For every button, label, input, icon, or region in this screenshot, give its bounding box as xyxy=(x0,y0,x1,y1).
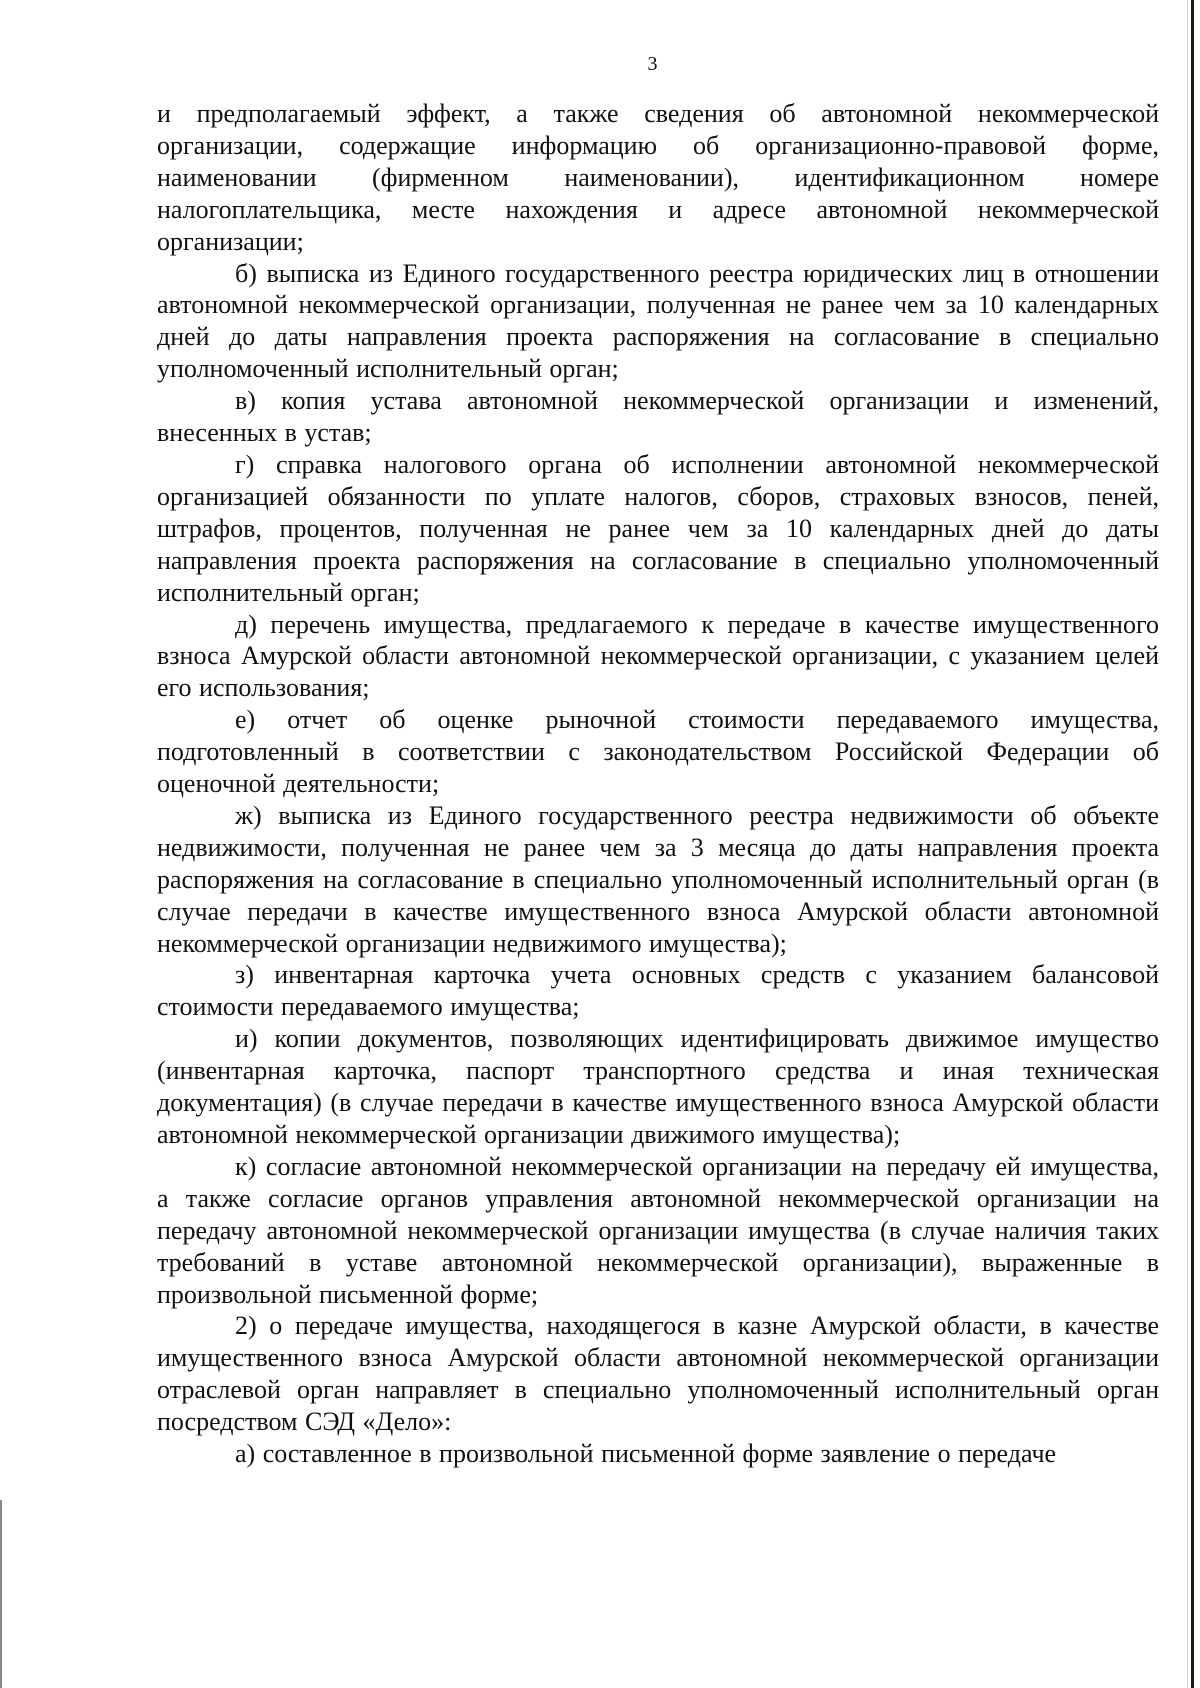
scan-edge-right xyxy=(1191,0,1194,1688)
paragraph-item-a: а) составленное в произвольной письменной форме заявление о передаче xyxy=(235,1439,1057,1469)
paragraph-item-g: г) справка налогового органа об исполнении автономной некоммерческой организацией обязанности по уплате налогов, сборов, страховых взносов, пеней, штрафов, процентов, полученная не ранее чем за 10 календарных дней до даты направления проекта распоряжения на согласование в специально уполномоченный исполнительный орган; xyxy=(157,449,1159,607)
scan-edge-right-faint xyxy=(1187,0,1188,1688)
paragraph-item-z: з) инвентарная карточка учета основных средств с указанием балансовой стоимости передаваемого имущества; xyxy=(157,960,1159,1022)
scan-edge-left xyxy=(0,1500,2,1688)
paragraph-item-v: в) копия устава автономной некоммерческой организации и изменений, внесенных в устав; xyxy=(157,386,1159,448)
page-number: 3 xyxy=(647,53,658,75)
paragraph-item-b: б) выписка из Единого государственного реестра юридических лиц в отношении автономной некоммерческой организации, полученная не ранее чем за 10 календарных дней до даты направления проекта распоряжения на согласование в специально уполномоченный исполнительный орган; xyxy=(157,258,1159,384)
paragraph-item-zh: ж) выписка из Единого государственного реестра недвижимости об объекте недвижимости, полученная не ранее чем за 3 месяца до даты направления проекта распоряжения на согласование в специально уполномоченный исполнительный орган (в случае передачи в качестве имущественного взноса Амурской области автономной некоммерческой организации недвижимого имущества); xyxy=(157,800,1159,958)
paragraph-item-i: и) копии документов, позволяющих идентифицировать движимое имущество (инвентарная карточка, паспорт транспортного средства и иная техническая документация) (в случае передачи в качестве имущественного взноса Амурской области автономной некоммерческой организации движимого имущества); xyxy=(157,1024,1159,1149)
paragraph-item-d: д) перечень имущества, предлагаемого к передаче в качестве имущественного взноса Амурской области автономной некоммерческой организации, с указанием целей его использования; xyxy=(157,609,1159,703)
paragraph-item-e: е) отчет об оценке рыночной стоимости передаваемого имущества, подготовленный в соответствии с законодательством Российской Федерации об оценочной деятельности; xyxy=(157,705,1159,799)
paragraph-item-k: к) согласие автономной некоммерческой организации на передачу ей имущества, а также согласие органов управления автономной некоммерческой организации на передачу автономной некоммерческой организации имущества (в случае наличия таких требований в уставе автономной некоммерческой организации), выраженные в произвольной письменной форме; xyxy=(157,1151,1159,1309)
document-body xyxy=(157,98,1159,1470)
paragraph-section-2: 2) о передаче имущества, находящегося в казне Амурской области, в качестве имущественного взноса Амурской области автономной некоммерческой организации отраслевой орган направляет в специально уполномоченный исполнительный орган посредством СЭД «Дело»: xyxy=(157,1311,1159,1437)
paragraph-intro: и предполагаемый эффект, а также сведения об автономной некоммерческой организации, содержащие информацию об организационно-правовой форме, наименовании (фирменном наименовании), идентификационном номере налогоплательщика, месте нахождения и адресе автономной некоммерческой организации; xyxy=(157,99,1159,256)
